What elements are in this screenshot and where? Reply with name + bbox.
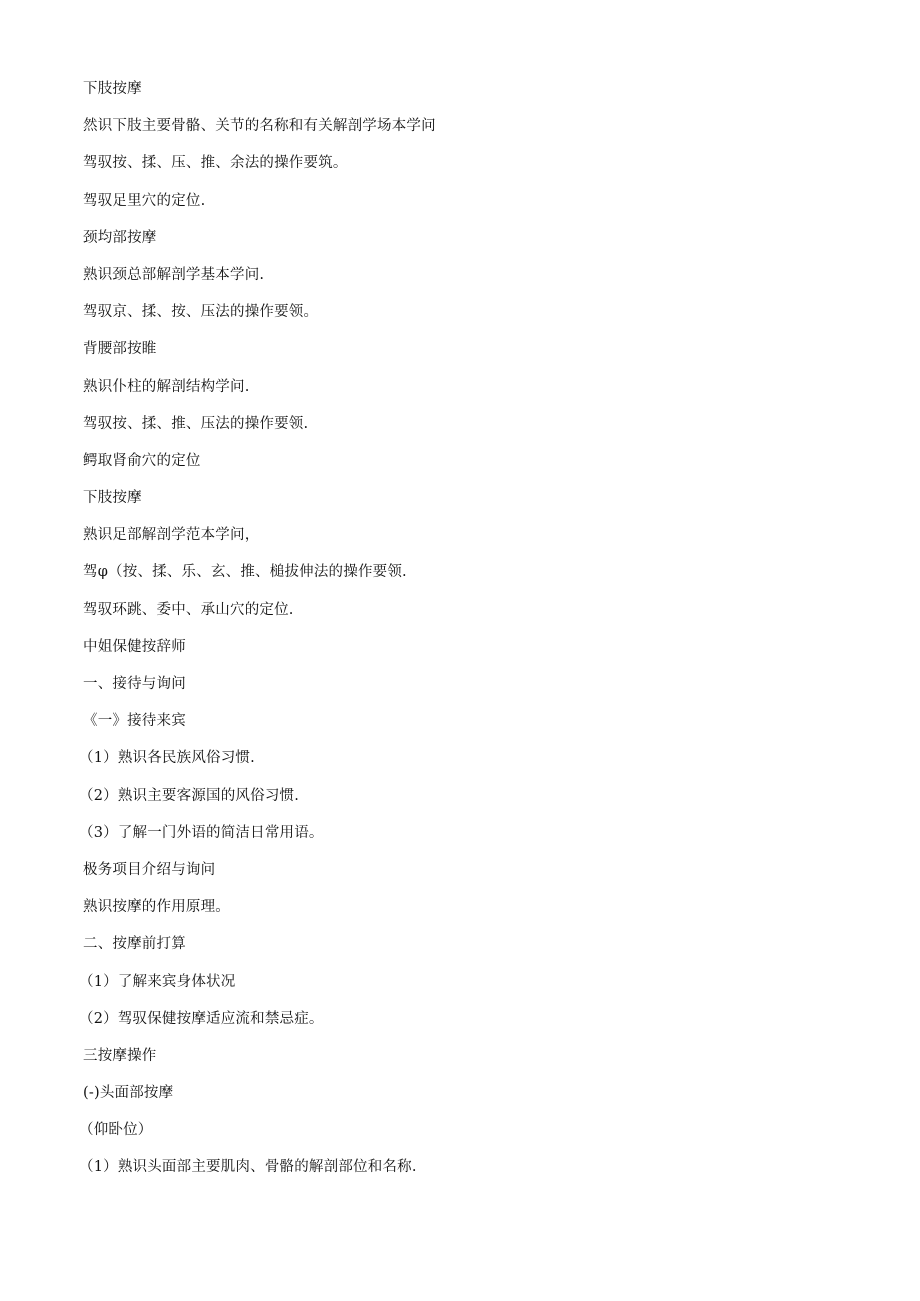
text-line: 下肢按摩	[83, 490, 142, 507]
text-line: 极务项目介绍与询问	[83, 861, 216, 878]
text-line: （仰卧位）	[79, 1122, 153, 1139]
document-text-lines	[79, 78, 863, 1194]
text-line: （3）了解一门外语的简洁日常用语。	[79, 824, 324, 841]
text-line: （1）了解来宾身体状况	[79, 973, 236, 990]
text-line: 熟识按摩的作用原理。	[83, 899, 230, 916]
text-line: （2）熟识主要客源国的风俗习惯.	[79, 787, 300, 804]
text-line: 驾驭京、揉、按、压法的操作要领。	[83, 304, 319, 321]
text-line: 鳄取肾俞穴的定位	[83, 452, 201, 469]
text-line: 中姐保健按辞师	[83, 638, 186, 655]
text-line: 三按摩操作	[83, 1047, 157, 1064]
text-line: 《一》接待来宾	[83, 713, 186, 730]
text-line: 下肢按摩	[83, 81, 142, 97]
text-line: （1）熟识头面部主要肌肉、骨骼的解剖部位和名称.	[79, 1159, 417, 1176]
text-line: 颈均部按摩	[83, 229, 157, 246]
text-line: 熟识颈总部解剖学基本学问.	[83, 266, 265, 283]
text-line: 驾驭按、揉、压、推、余法的操作要筑。	[83, 155, 348, 172]
text-line: 背腰部按睢	[83, 341, 157, 358]
text-line: 驾驭按、揉、推、压法的操作要领.	[83, 415, 309, 432]
text-line: （1）熟识各民族风俗习惯.	[79, 750, 255, 767]
text-line: 然识下肢主要骨骼、关节的名称和有关解剖学场本学问	[83, 118, 436, 135]
text-line: 熟识仆柱的解剖结构学问.	[83, 378, 250, 395]
text-line: 二、按摩前打算	[83, 936, 186, 953]
text-line: 熟识足部解剖学范本学问，	[83, 527, 260, 544]
text-line: 驾驭环跳、委中、承山穴的定位.	[83, 601, 294, 618]
text-line: (-)头面部按摩	[83, 1085, 174, 1102]
text-line: 一、接待与询问	[83, 676, 186, 692]
text-line: （2）驾驭保健按摩适应流和禁忌症。	[79, 1010, 324, 1027]
text-line: 驾驭足里穴的定位.	[83, 192, 206, 209]
text-line: 驾φ（按、揉、乐、玄、推、槌拔伸法的操作要领.	[83, 564, 407, 581]
